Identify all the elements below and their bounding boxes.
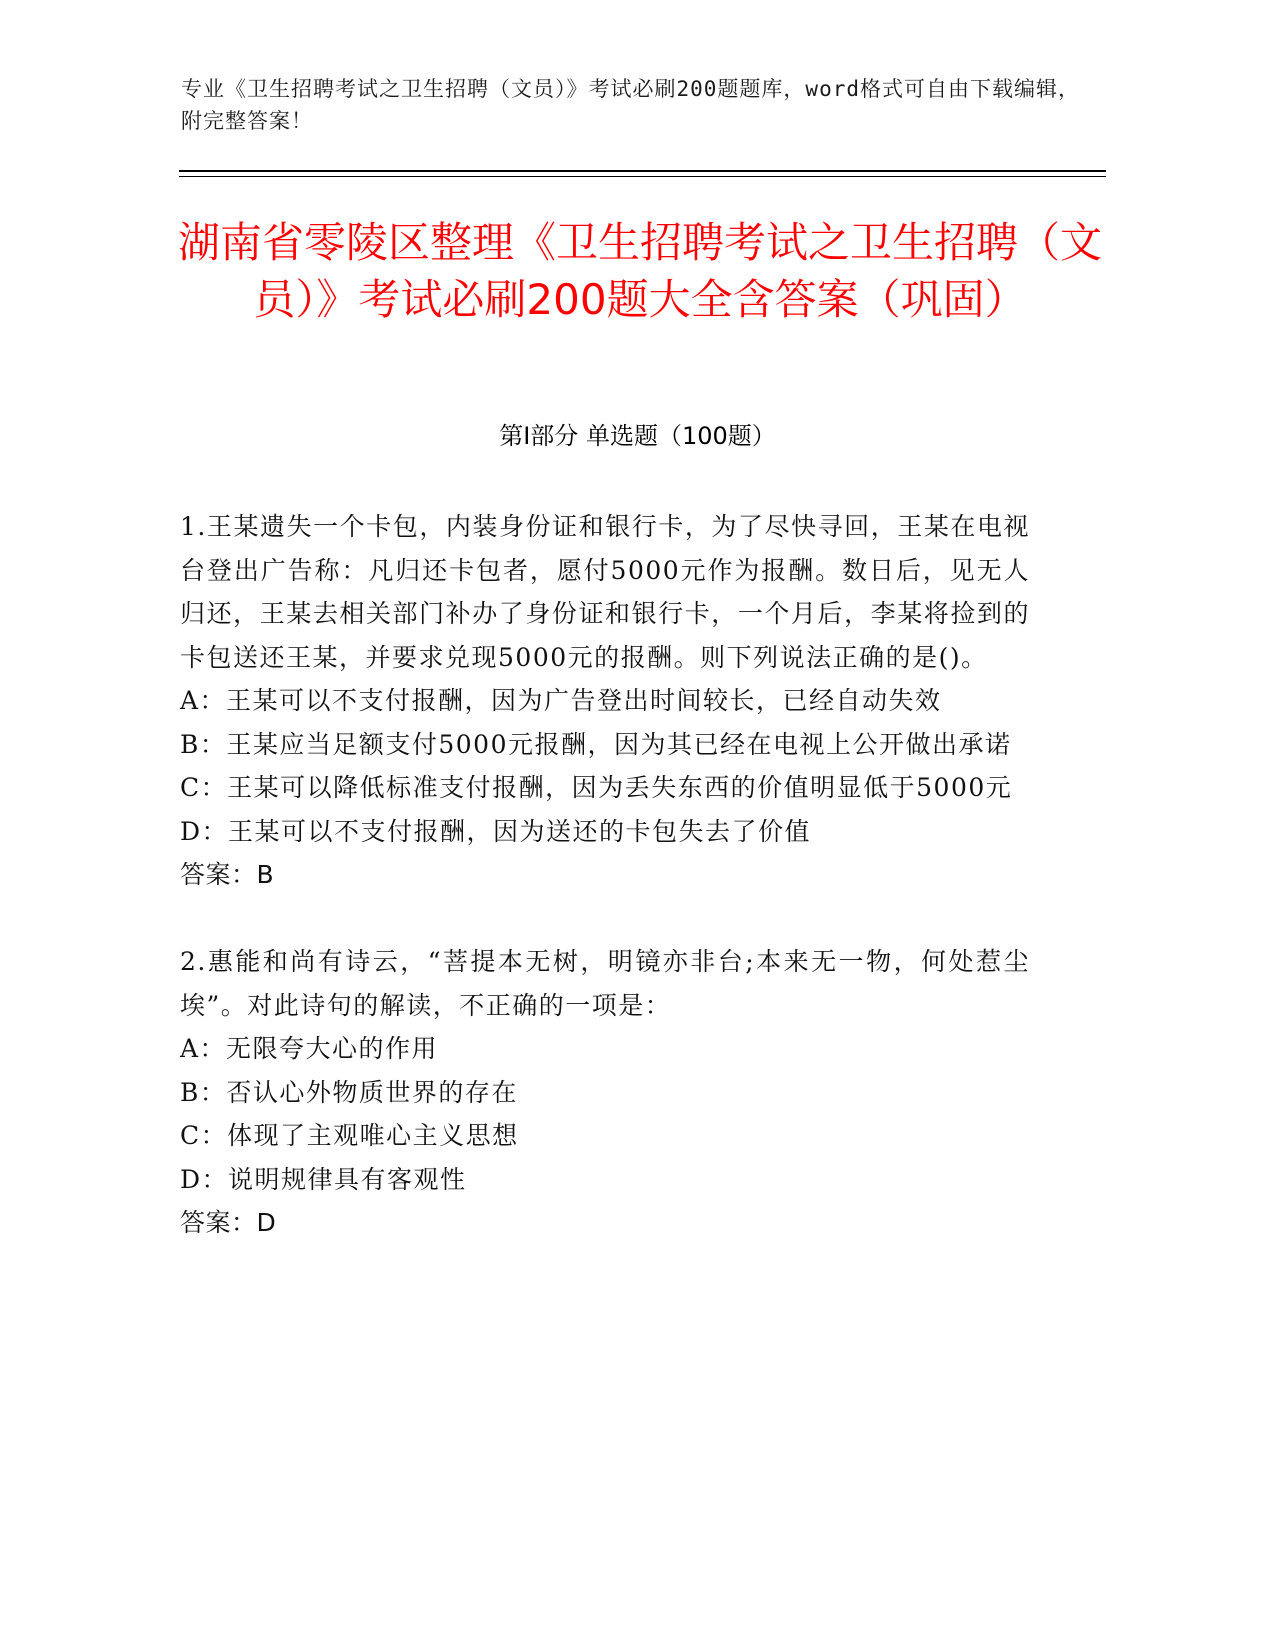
header-divider-thick [179, 170, 1106, 172]
question-spacer [180, 897, 1030, 941]
question-option-b: B：否认心外物质世界的存在 [180, 1077, 518, 1107]
question-stem: 2.惠能和尚有诗云，“菩提本无树，明镜亦非台;本来无一物，何处惹尘埃”。对此诗句的解读，不正确的一项是： [180, 947, 1030, 1020]
question-list [180, 505, 1030, 1245]
question-answer: 答案：D [180, 1208, 277, 1237]
question-item [180, 940, 1030, 1245]
question-option-a: A：王某可以不支付报酬，因为广告登出时间较长，已经自动失效 [180, 686, 942, 715]
question-option-c: C：王某可以降低标准支付报酬，因为丢失东西的价值明显低于5000元 [180, 773, 1013, 802]
question-option-c: C：体现了主观唯心主义思想 [180, 1121, 519, 1150]
header-divider-thin [179, 176, 1106, 177]
section-heading: 第I部分 单选题（100题） [499, 422, 776, 450]
question-answer: 答案：B [180, 860, 275, 889]
question-option-b: B：王某应当足额支付5000元报酬，因为其已经在电视上公开做出承诺 [180, 729, 1012, 759]
question-item [180, 505, 1030, 897]
question-option-d: D：王某可以不支付报酬，因为送还的卡包失去了价值 [180, 816, 812, 846]
header-note: 专业《卫生招聘考试之卫生招聘（文员）》考试必刷200题题库，word格式可自由下载编辑，附完整答案！ [181, 77, 1080, 133]
question-stem: 1.王某遗失一个卡包，内装身份证和银行卡，为了尽快寻回，王某在电视台登出广告称：凡归还卡包者，愿付5000元作为报酬。数日后，见无人归还，王某去相关部门补办了身份证和银行卡，一个月后，李某将捡到的卡包送还王某，并要求兑现5000元的报酬。则下列说法正确的是()。 [180, 512, 1030, 672]
document-title: 湖南省零陵区整理《卫生招聘考试之卫生招聘（文员）》考试必刷200题大全含答案（巩固） [177, 218, 1102, 324]
question-option-a: A：无限夸大心的作用 [180, 1034, 439, 1063]
question-option-d: D：说明规律具有客观性 [180, 1164, 467, 1194]
